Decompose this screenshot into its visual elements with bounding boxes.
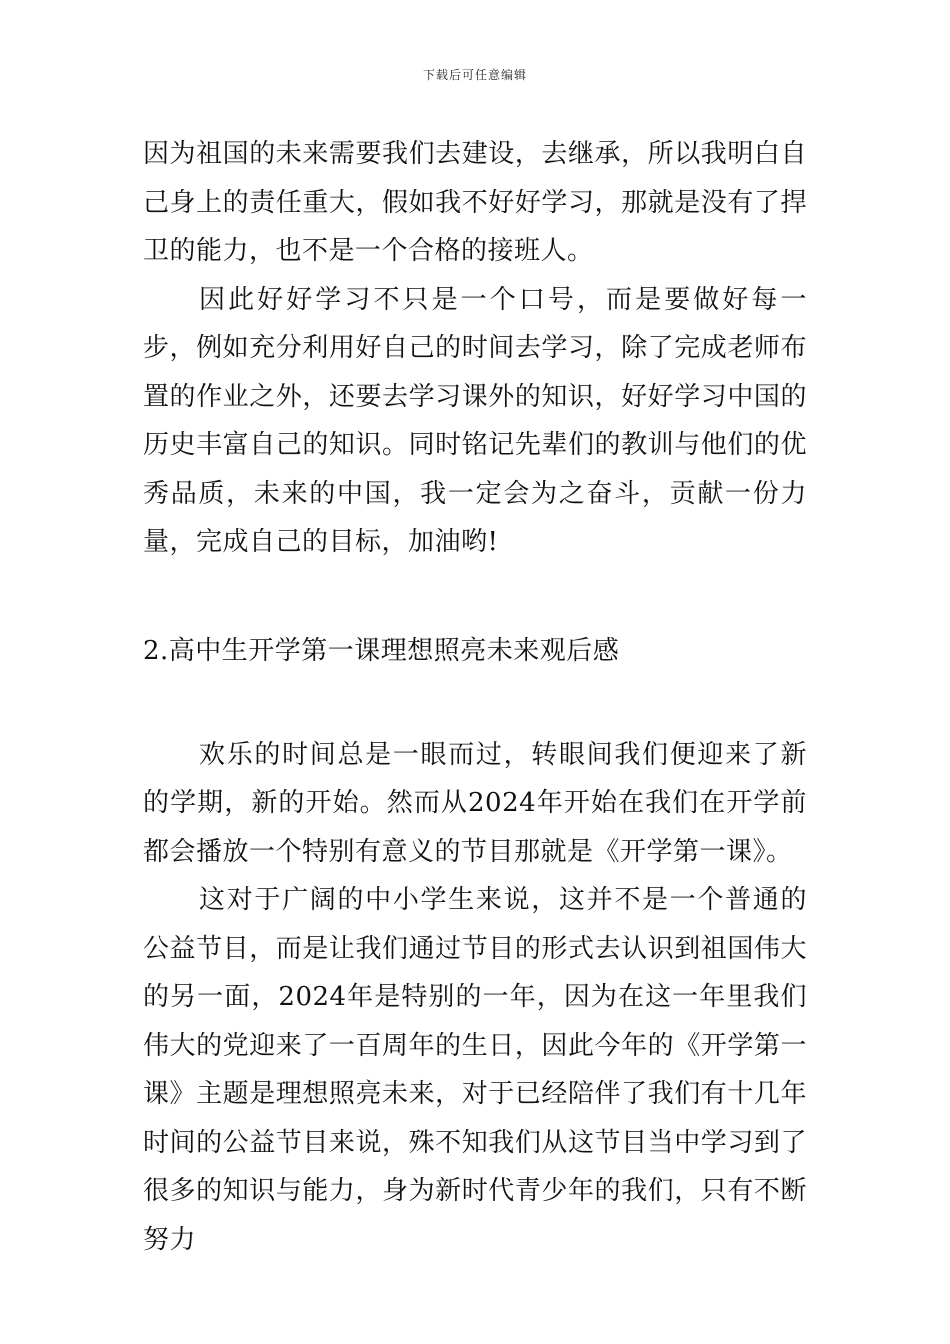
paragraph-continuation: 因为祖国的未来需要我们去建设，去继承，所以我明白自己身上的责任重大，假如我不好好学习，那就是没有了捍卫的能力，也不是一个合格的接班人。 — [143, 139, 807, 266]
page-header: 下载后可任意编辑 — [422, 68, 527, 82]
section-heading: 2.高中生开学第一课理想照亮未来观后感 — [143, 635, 620, 666]
paragraph-new-semester: 欢乐的时间总是一眼而过，转眼间我们便迎来了新的学期，新的开始。然而从2024年开始在我们在开学前都会播放一个特别有意义的节目那就是《开学第一课》。 — [143, 739, 807, 867]
paragraph-program-meaning: 这对于广阔的中小学生来说，这并不是一个普通的公益节目，而是让我们通过节目的形式去认识到祖国伟大的另一面，2024年是特别的一年，因为在这一年里我们伟大的党迎来了一百周年的生日，因此今年的《开学第一课》主题是理想照亮未来，对于已经陪伴了我们有十几年时间的公益节目来说，殊不知我们从这节目当中学习到了很多的知识与能力，身为新时代青少年的我们，只有不断努力 — [143, 885, 807, 1255]
document-body — [143, 130, 807, 1264]
paragraph-study-slogan: 因此好好学习不只是一个口号，而是要做好每一步，例如充分利用好自己的时间去学习，除了完成老师布置的作业之外，还要去学习课外的知识，好好学习中国的历史丰富自己的知识。同时铭记先辈们的教训与他们的优秀品质，未来的中国，我一定会为之奋斗，贡献一份力量，完成自己的目标，加油哟! — [143, 284, 807, 557]
